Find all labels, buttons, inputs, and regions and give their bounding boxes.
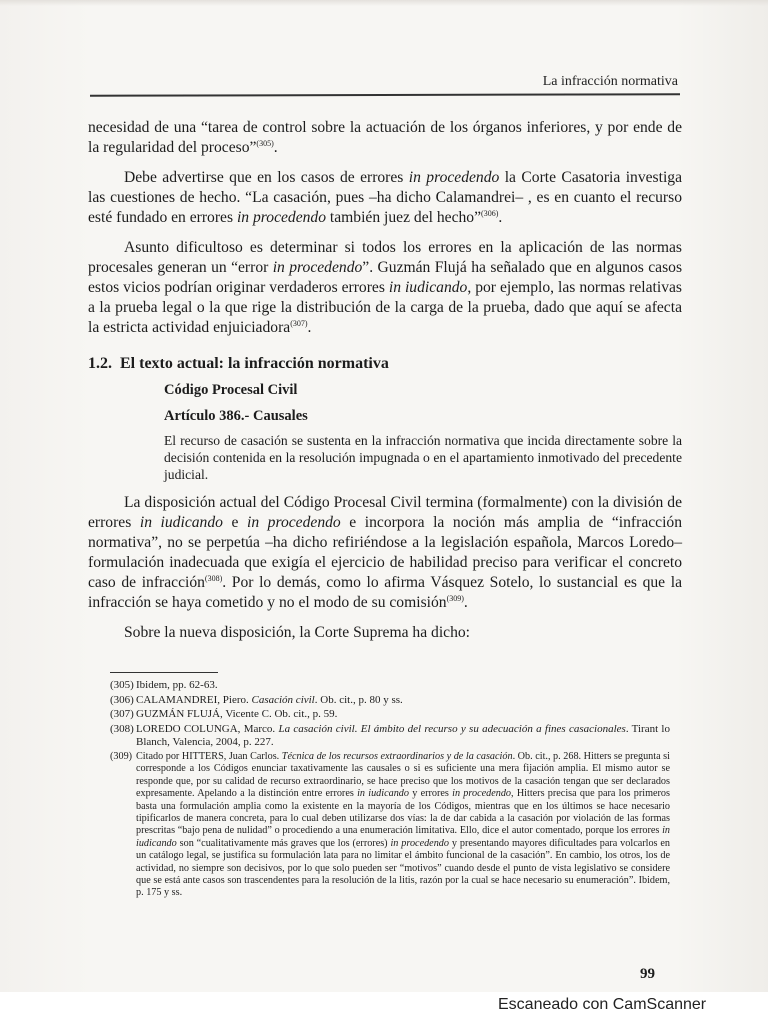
running-head: La infracción normativa <box>542 74 678 89</box>
page-edge-shadow <box>0 0 768 6</box>
footnote-ref-307[interactable]: (307) <box>290 319 308 328</box>
section-number: 1.2. <box>88 355 112 372</box>
section-heading <box>88 354 682 374</box>
footnote-309: (309) Citado por HITTERS, Juan Carlos. Técnica de los recursos extraordinarios y de la casación. Ob. cit., p. 268. Hitters se pregunta si corresponde a los Códigos enunciar taxativamente las causales o si es suficiente una mera fijación amplia. El mismo autor se responde que, por su calidad de recurso extraordinario, se hace preciso que los motivos de la casación tengan que ser declarados expresamente. Apelando a la distinción entre errores in iudicando y errores in procedendo, Hitters precisa que para los primeros basta una formulación amplia como la existente en la mayoría de los Códigos, mientras que en los últimos se hace necesario tipificarlos de manera concreta, para lo cual deben utilizarse dos vías: la de dar cabida a la casación por violación de las formas prescritas “bajo pena de nulidad” o procediendo a una enumeración limitativa. Ello, dice el autor comentado, porque los errores in iudicando son “cualitativamente más graves que los (errores) in procedendo y presentando mayores dificultades para volcarlos en un catálogo legal, se justifica su formulación lata para no limitar el ámbito funcional de la casación”. En cambio, los otros, los de actividad, no siempre son decisivos, por lo que solo pueden ser “motivos” cuando desde el punto de vista legislativo se considere que se está ante casos son trascendentes para la resolución de la litis, razón por la cual se hace necesario su enumeración”. Ibidem, p. 175 y ss. <box>110 750 671 899</box>
footnote-ref-305[interactable]: (305) <box>256 139 274 148</box>
law-citation-block <box>164 380 682 483</box>
scanner-watermark-bar <box>0 992 768 1024</box>
section-title: El texto actual: la infracción normativa <box>120 355 389 372</box>
paragraph-1: necesidad de una “tarea de control sobre la actuación de los órganos inferiores, y por ende de la regularidad del proceso”$^{(305)}$. <box>88 119 682 156</box>
footnotes <box>110 672 670 901</box>
footnote-rule <box>110 672 218 673</box>
footnote-305: (305) Ibidem, pp. 62-63. <box>110 679 218 691</box>
footnote-308: (308) LOREDO COLUNGA, Marco. La casación civil. El ámbito del recurso y su adecuación a fines casacionales. Tirant lo Blanch, Valencia, 2004, p. 227. <box>110 722 670 749</box>
page-number: 99 <box>640 966 655 982</box>
law-article-title: Artículo 386.- Causales <box>164 408 308 424</box>
paragraph-2: Debe advertirse que en los casos de errores in procedendo la Corte Casatoria investiga las cuestiones de hecho. “La casación, pues –ha dicho Calamandrei– , es en cuanto el recurso esté fundado en errores in procedendo también juez del hecho”$^{(306)}$. <box>88 169 682 226</box>
footnote-ref-309[interactable]: (309) <box>446 594 464 603</box>
paragraph-3: Asunto dificultoso es determinar si todos los errores en la aplicación de las normas procesales generan un “error in procedendo”. Guzmán Flujá ha señalado que en algunos casos estos vicios podrían originar verdaderos errores in iudicando, por ejemplo, las normas relativas a la prueba legal o la que rige la distribución de la carga de la prueba, dado que aquí se afecta la estricta actividad enjuiciadora$^{(307)}$. <box>88 239 683 336</box>
law-article-text: El recurso de casación se sustenta en la infracción normativa que incida directamente sobre la decisión contenida en la resolución impugnada o en el apartamiento inmotivado del precedente judicial. <box>164 433 682 482</box>
header-rule <box>90 93 680 97</box>
footnote-ref-306[interactable]: (306) <box>481 209 499 218</box>
law-code-title: Código Procesal Civil <box>164 382 298 398</box>
main-text <box>88 118 682 653</box>
footnote-ref-308[interactable]: (308) <box>204 574 223 583</box>
footnote-306: (306) CALAMANDREI, Piero. Casación civil. Ob. cit., p. 80 y ss. <box>110 693 403 706</box>
paragraph-5: Sobre la nueva disposición, la Corte Suprema ha dicho: <box>124 624 471 641</box>
footnote-307: (307) GUZMÁN FLUJÁ, Vicente C. Ob. cit., p. 59. <box>110 708 338 721</box>
paragraph-4: La disposición actual del Código Procesal Civil termina (formalmente) con la división de errores in iudicando e in procedendo e incorpora la noción más amplia de “infracción normativa”, no se perpetúa –ha dicho refiriéndose a la legislación española, Marcos Loredo– formulación inadecuada que exigía el ejercicio de habilidad preciso para verificar el concreto caso de infracción$^{(308)}$. Por lo demás, como lo afirma Vásquez Sotelo, lo sustancial es que la infracción se haya cometido y no el modo de su comisión$^{(309)}$. <box>88 494 683 611</box>
scanner-watermark: Escaneado con CamScanner <box>498 996 707 1013</box>
